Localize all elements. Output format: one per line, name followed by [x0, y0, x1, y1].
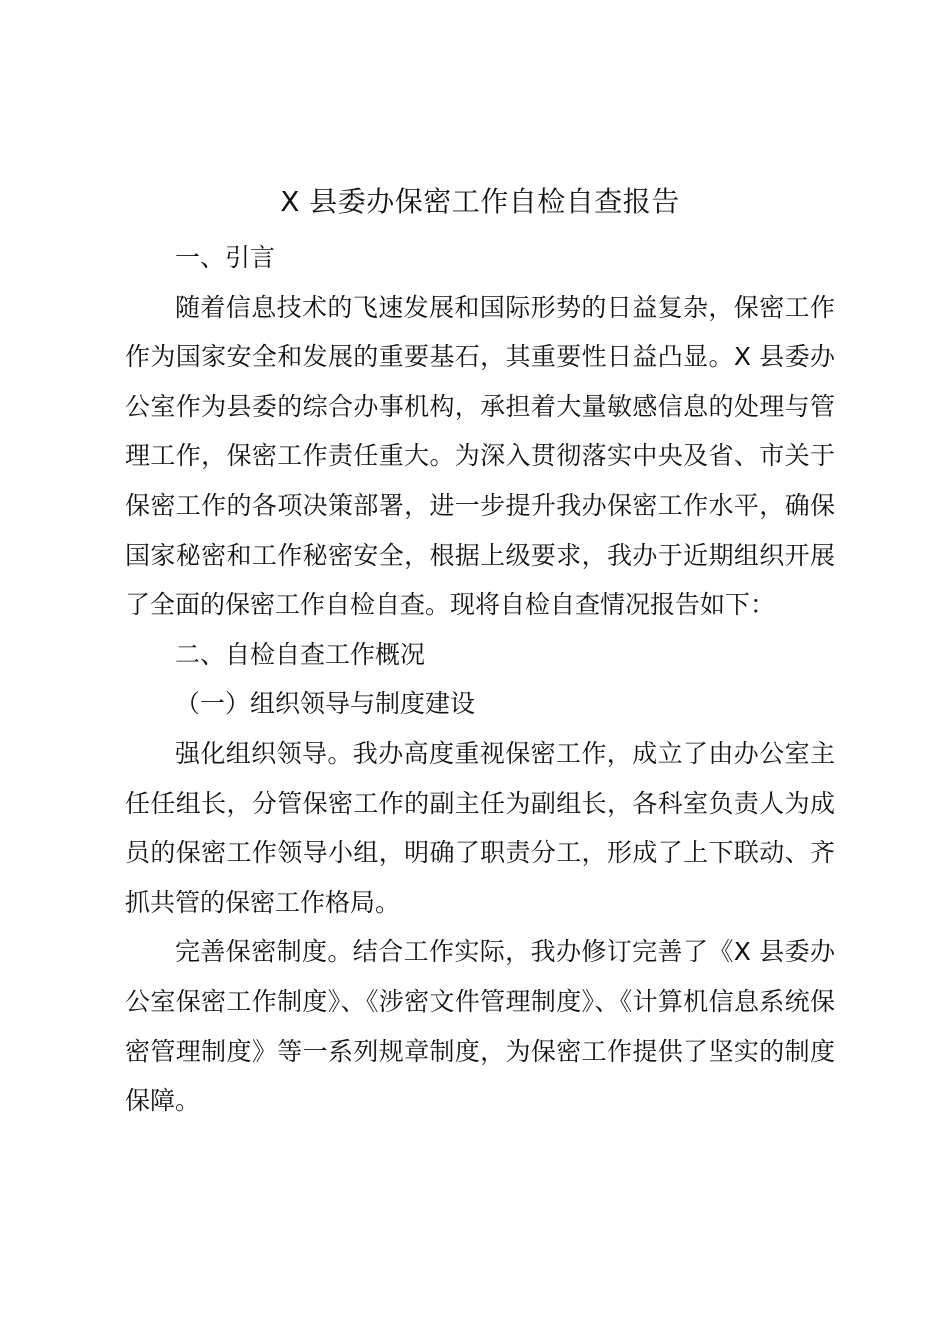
- section-heading-overview: 二、自检自查工作概况: [175, 639, 426, 669]
- document-body: [125, 233, 835, 1126]
- section-heading-introduction: 一、引言: [175, 243, 276, 272]
- paragraph-organization-leadership: 强化组织领导。我办高度重视保密工作，成立了由办公室主任任组长，分管保密工作的副主任为副组长，各科室负责人为成员的保密工作领导小组，明确了职责分工，形成了上下联动、齐抓共管的保密工作格局。: [125, 738, 835, 917]
- paragraph-introduction: 随着信息技术的飞速发展和国际形势的日益复杂，保密工作作为国家安全和发展的重要基石，其重要性日益凸显。X 县委办公室作为县委的综合办事机构，承担着大量敏感信息的处理与管理工作，保密工作责任重大。为深入贯彻落实中央及省、市关于保密工作的各项决策部署，进一步提升我办保密工作水平，确保国家秘密和工作秘密安全，根据上级要求，我办于近期组织开展了全面的保密工作自检自查。现将自检自查情况报告如下：: [125, 292, 835, 620]
- document-title: X 县委办保密工作自检自查报告: [280, 185, 680, 218]
- subsection-heading-organization: （一）组织领导与制度建设: [175, 689, 476, 719]
- paragraph-system-improvement: 完善保密制度。结合工作实际，我办修订完善了《X 县委办公室保密工作制度》、《涉密文件管理制度》、《计算机信息系统保密管理制度》等一系列规章制度，为保密工作提供了坚实的制度保障。: [125, 937, 835, 1116]
